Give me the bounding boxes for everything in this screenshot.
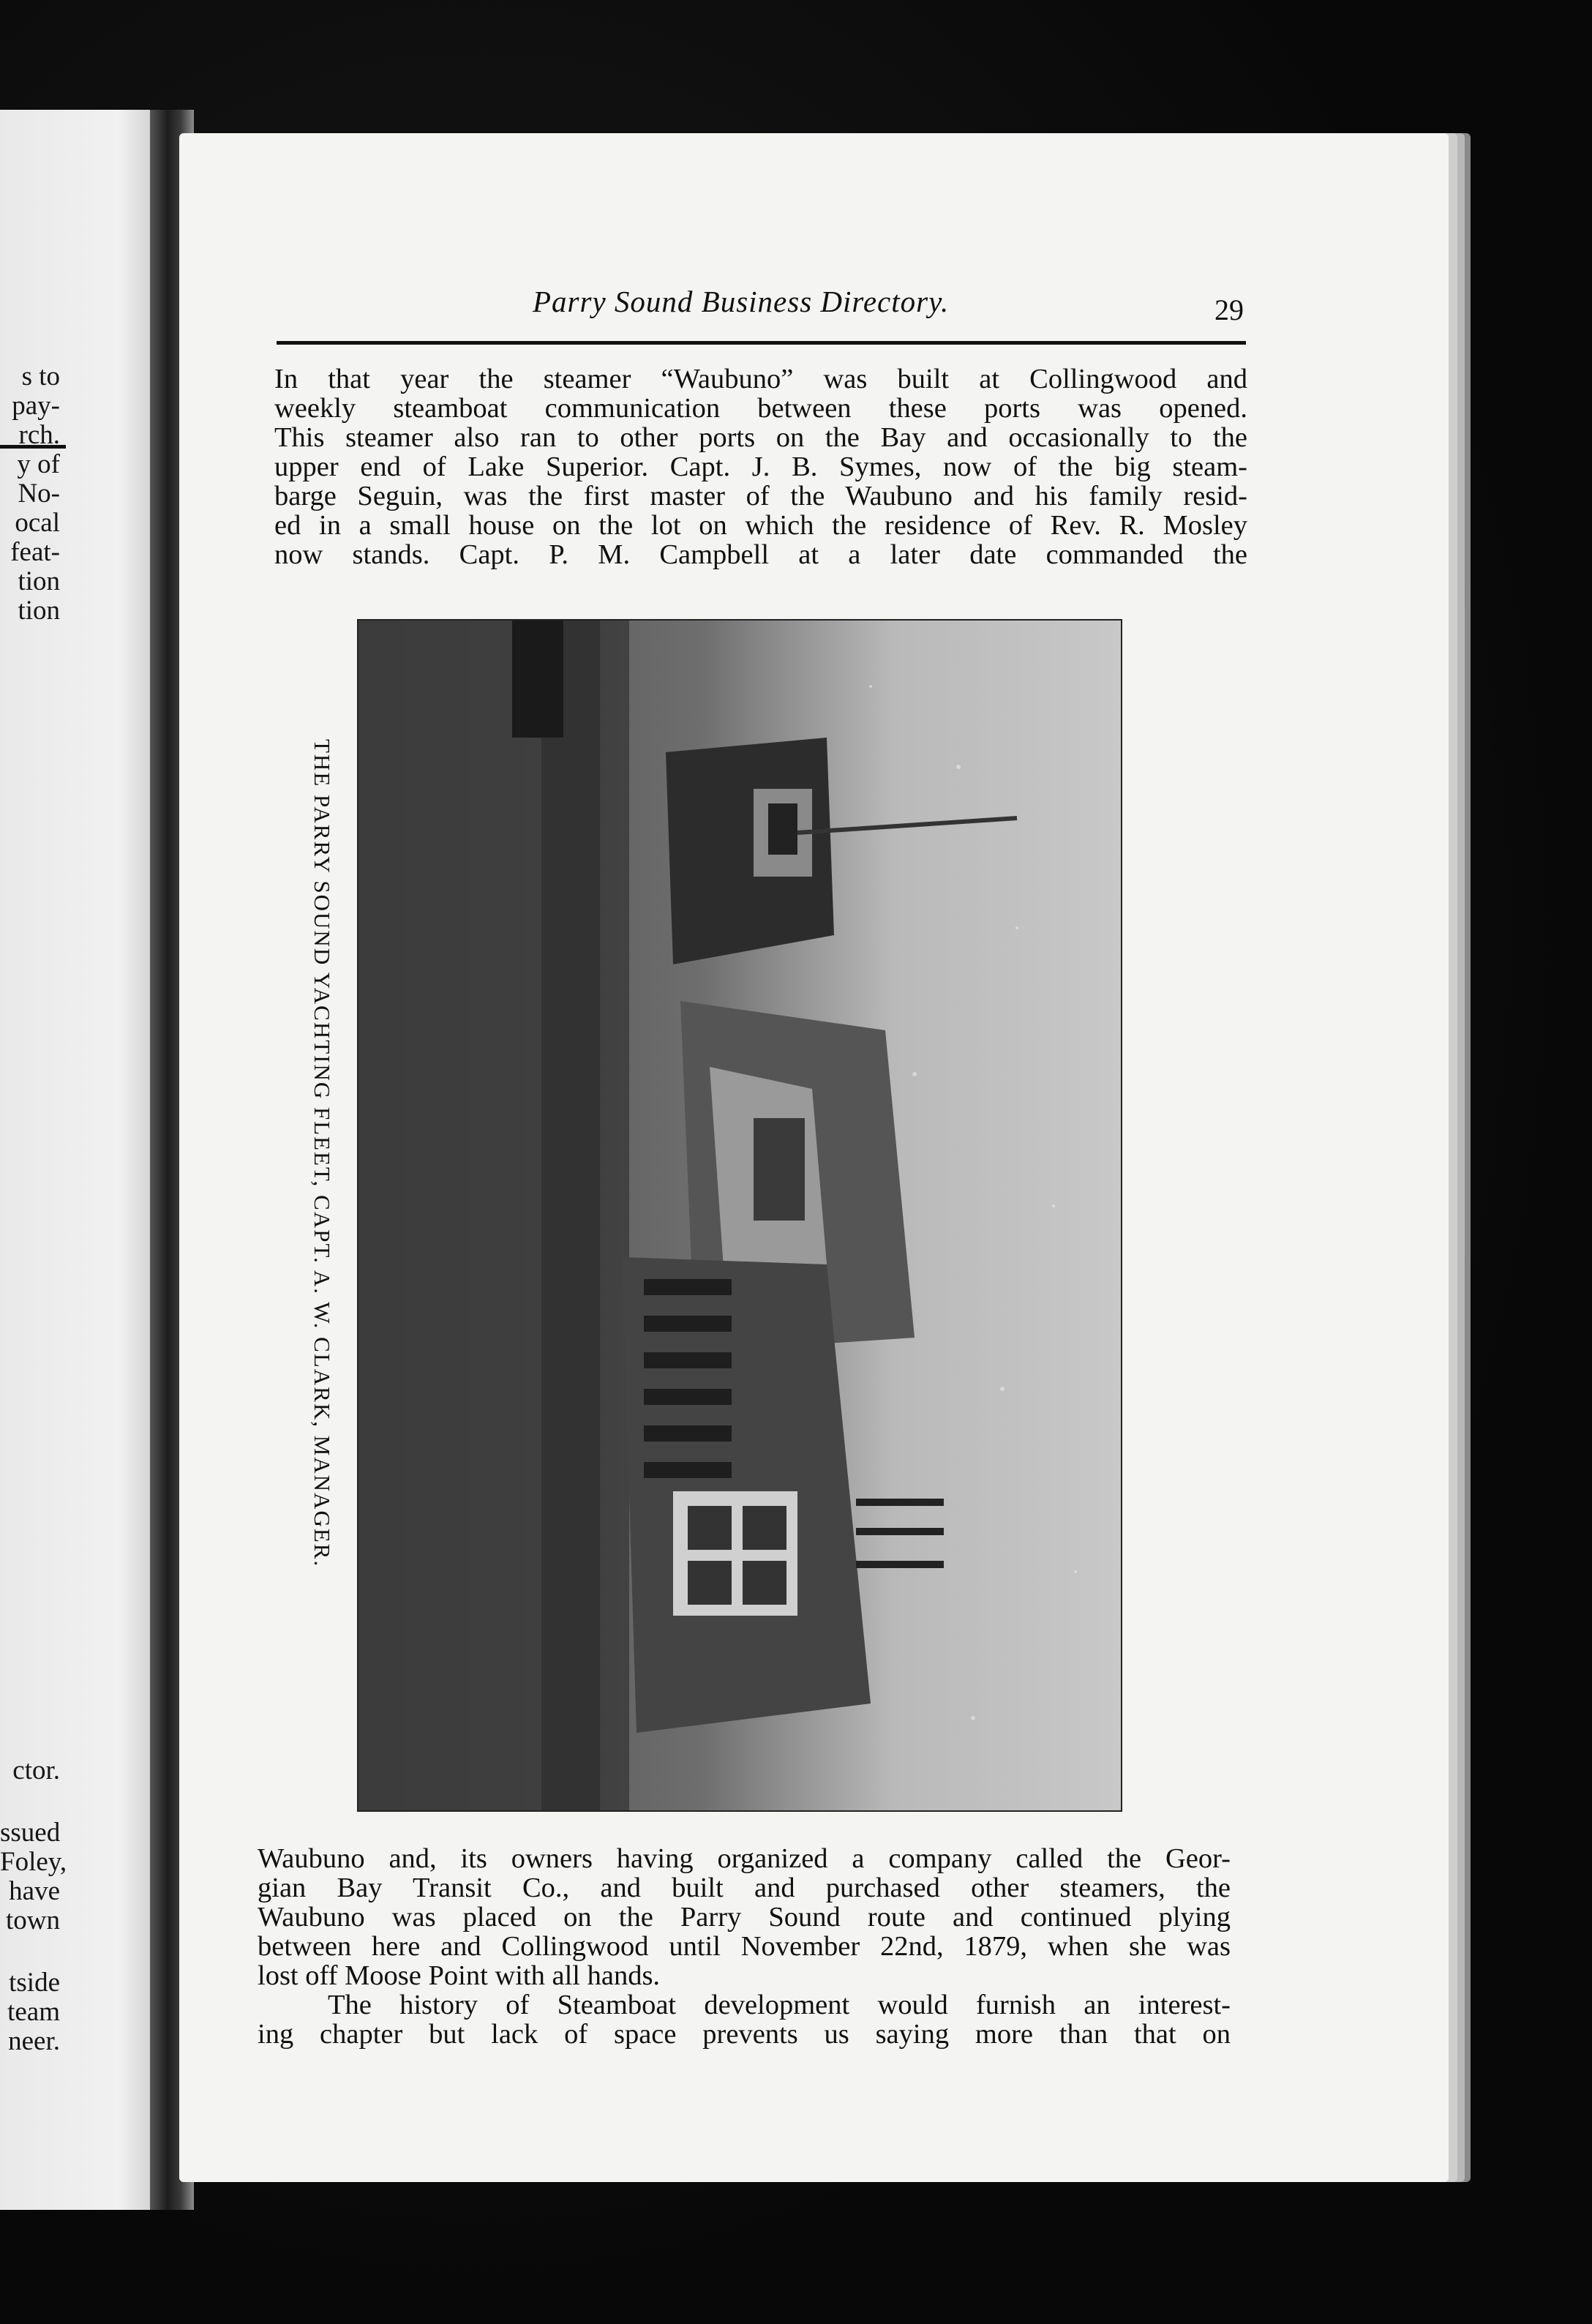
text-line: The history of Steamboat development would furnish an interest- [328, 1990, 1231, 2020]
left-fragment: Foley, [0, 1847, 67, 1877]
text-line: upper end of Lake Superior. Capt. J. B. Symes, now of the big steam- [274, 451, 1247, 482]
left-fragment: team [7, 1997, 60, 2027]
header-rule [277, 341, 1246, 345]
text-line: Waubuno was placed on the Parry Sound route and continued plying [258, 1902, 1231, 1933]
left-facing-page [0, 110, 170, 2210]
left-fragment: ctor. [12, 1755, 60, 1785]
left-fragment: tside [9, 1968, 60, 1998]
left-fragment: feat- [10, 537, 60, 567]
left-fragment: tion [18, 566, 60, 596]
left-page-fragment-a [0, 1756, 60, 1785]
left-fragment: ocal [15, 508, 60, 538]
text-line: ing chapter but lack of space prevents us saying more than that on [258, 2019, 1231, 2050]
top-paragraph [274, 364, 1247, 569]
left-page-top-fragments [0, 362, 60, 626]
left-page-fragment-c [0, 1968, 60, 2056]
left-fragment: No- [18, 479, 60, 509]
text-line: weekly steamboat communication between these ports was opened. [274, 393, 1247, 424]
text-line: Waubuno and, its owners having organized a company called the Geor- [258, 1843, 1231, 1874]
text-line: In that year the steamer “Waubuno” was built at Collingwood and [274, 364, 1247, 394]
text-line: barge Seguin, was the first master of the Waubuno and his family resid- [274, 481, 1247, 511]
text-line: ed in a small house on the lot on which the residence of Rev. R. Mosley [274, 510, 1247, 541]
left-fragment: neer. [8, 2026, 60, 2056]
running-title: Parry Sound Business Directory. [533, 285, 950, 318]
text-line: lost off Moose Point with all hands. [258, 1960, 661, 1991]
bottom-paragraph [258, 1844, 1231, 2049]
left-fragment: s to [21, 361, 60, 391]
text-line: This steamer also ran to other ports on the Bay and occasionally to the [274, 422, 1247, 453]
photo-caption-text: THE PARRY SOUND YACHTING FLEET, CAPT. A. W. CLARK, MANAGER. [309, 739, 335, 1568]
page-number: 29 [1214, 293, 1244, 326]
text-line: now stands. Capt. P. M. Campbell at a later date commanded the [274, 539, 1247, 570]
text-line: between here and Collingwood until November 22nd, 1879, when she was [258, 1931, 1231, 1962]
photo-image [358, 621, 1121, 1810]
left-fragment: y of [17, 449, 60, 479]
left-fragment: rch. [18, 420, 60, 450]
left-fragment: tion [18, 596, 60, 626]
left-fragment: ssued [0, 1818, 61, 1848]
yacht-fleet-photo [357, 619, 1122, 1812]
left-fragment: town [6, 1905, 60, 1935]
left-fragment: have [9, 1876, 60, 1906]
left-page-fragment-b [0, 1818, 67, 1935]
photo-caption [300, 739, 358, 1676]
text-line: gian Bay Transit Co., and built and purchased other steamers, the [258, 1873, 1231, 1903]
left-fragment: pay- [12, 391, 60, 421]
